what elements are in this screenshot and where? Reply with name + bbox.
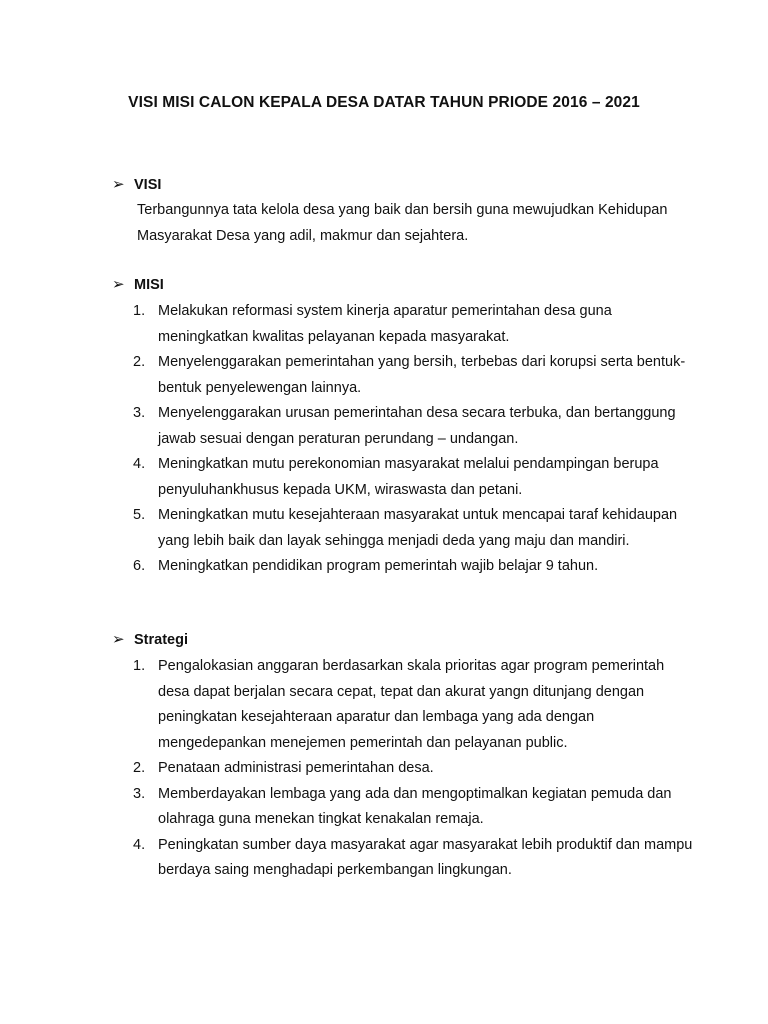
list-item-text: Memberdayakan lembaga yang ada dan mengoptimalkan kegiatan pemuda dan olahraga guna menekan tingkat kenakalan remaja. xyxy=(158,785,672,827)
section-misi-heading xyxy=(112,275,164,295)
list-item-number: 1. xyxy=(133,658,146,674)
list-item-number: 4. xyxy=(133,836,146,853)
arrow-bullet-icon: ➢ xyxy=(112,276,125,293)
list-item-number: 4. xyxy=(133,456,146,472)
list-item xyxy=(133,833,693,884)
list-item xyxy=(133,554,693,580)
section-visi-heading xyxy=(112,175,161,195)
list-item-text: Melakukan reformasi system kinerja aparatur pemerintahan desa guna meningkatkan kwalitas pelayanan kepada masyarakat. xyxy=(158,303,612,345)
list-item-text: Menyelenggarakan urusan pemerintahan desa secara terbuka, dan bertanggung jawab sesuai dengan peraturan perundang – undangan. xyxy=(158,405,676,447)
list-item xyxy=(133,782,693,833)
visi-text: Terbangunnya tata kelola desa yang baik dan bersih guna mewujudkan Kehidupan Masyarakat Desa yang adil, makmur dan sejahtera. xyxy=(137,202,668,244)
document-title: VISI MISI CALON KEPALA DESA DATAR TAHUN PRIODE 2016 – 2021 xyxy=(128,94,640,111)
list-item xyxy=(133,452,693,503)
section-strategi-heading xyxy=(112,630,188,650)
list-item-number: 1. xyxy=(133,303,146,319)
list-item-text: Penataan administrasi pemerintahan desa. xyxy=(158,760,434,776)
list-item xyxy=(133,299,693,350)
list-item-text: Meningkatkan pendidikan program pemerintah wajib belajar 9 tahun. xyxy=(158,558,599,574)
arrow-bullet-icon: ➢ xyxy=(112,631,125,648)
strategi-heading-label: Strategi xyxy=(134,632,188,648)
misi-heading-label: MISI xyxy=(134,277,164,293)
list-item xyxy=(133,654,693,756)
list-item xyxy=(133,503,693,554)
list-item-number: 3. xyxy=(133,405,146,421)
list-item-number: 5. xyxy=(133,507,146,523)
list-item-text: Meningkatkan mutu kesejahteraan masyarakat untuk mencapai taraf kehidaupan yang lebih baik dan layak sehingga menjadi deda yang maju dan mandiri. xyxy=(158,507,678,549)
list-item xyxy=(133,756,693,782)
visi-heading-label: VISI xyxy=(134,177,162,193)
list-item-number: 3. xyxy=(133,785,146,802)
list-item xyxy=(133,350,693,401)
list-item-number: 2. xyxy=(133,354,146,370)
list-item-text: Meningkatkan mutu perekonomian masyarakat melalui pendampingan berupa penyuluhankhusus kepada UKM, wiraswasta dan petani. xyxy=(158,456,659,498)
strategi-list xyxy=(133,654,693,884)
list-item xyxy=(133,401,693,452)
list-item-text: Menyelenggarakan pemerintahan yang bersih, terbebas dari korupsi serta bentuk-bentuk penyelewengan lainnya. xyxy=(158,354,686,396)
misi-list xyxy=(133,299,693,580)
arrow-bullet-icon: ➢ xyxy=(112,176,125,193)
list-item-number: 2. xyxy=(133,760,146,776)
list-item-text: Peningkatan sumber daya masyarakat agar masyarakat lebih produktif dan mampu berdaya saing menghadapi perkembangan lingkungan. xyxy=(158,836,693,878)
list-item-text: Pengalokasian anggaran berdasarkan skala prioritas agar program pemerintah desa dapat berjalan secara cepat, tepat dan akurat yangn ditunjang dengan peningkatan kesejahteraan aparatur dan lembaga yang ada dengan mengedepankan menejemen pemerintah dan pelayanan public. xyxy=(158,658,665,751)
list-item-number: 6. xyxy=(133,558,146,574)
